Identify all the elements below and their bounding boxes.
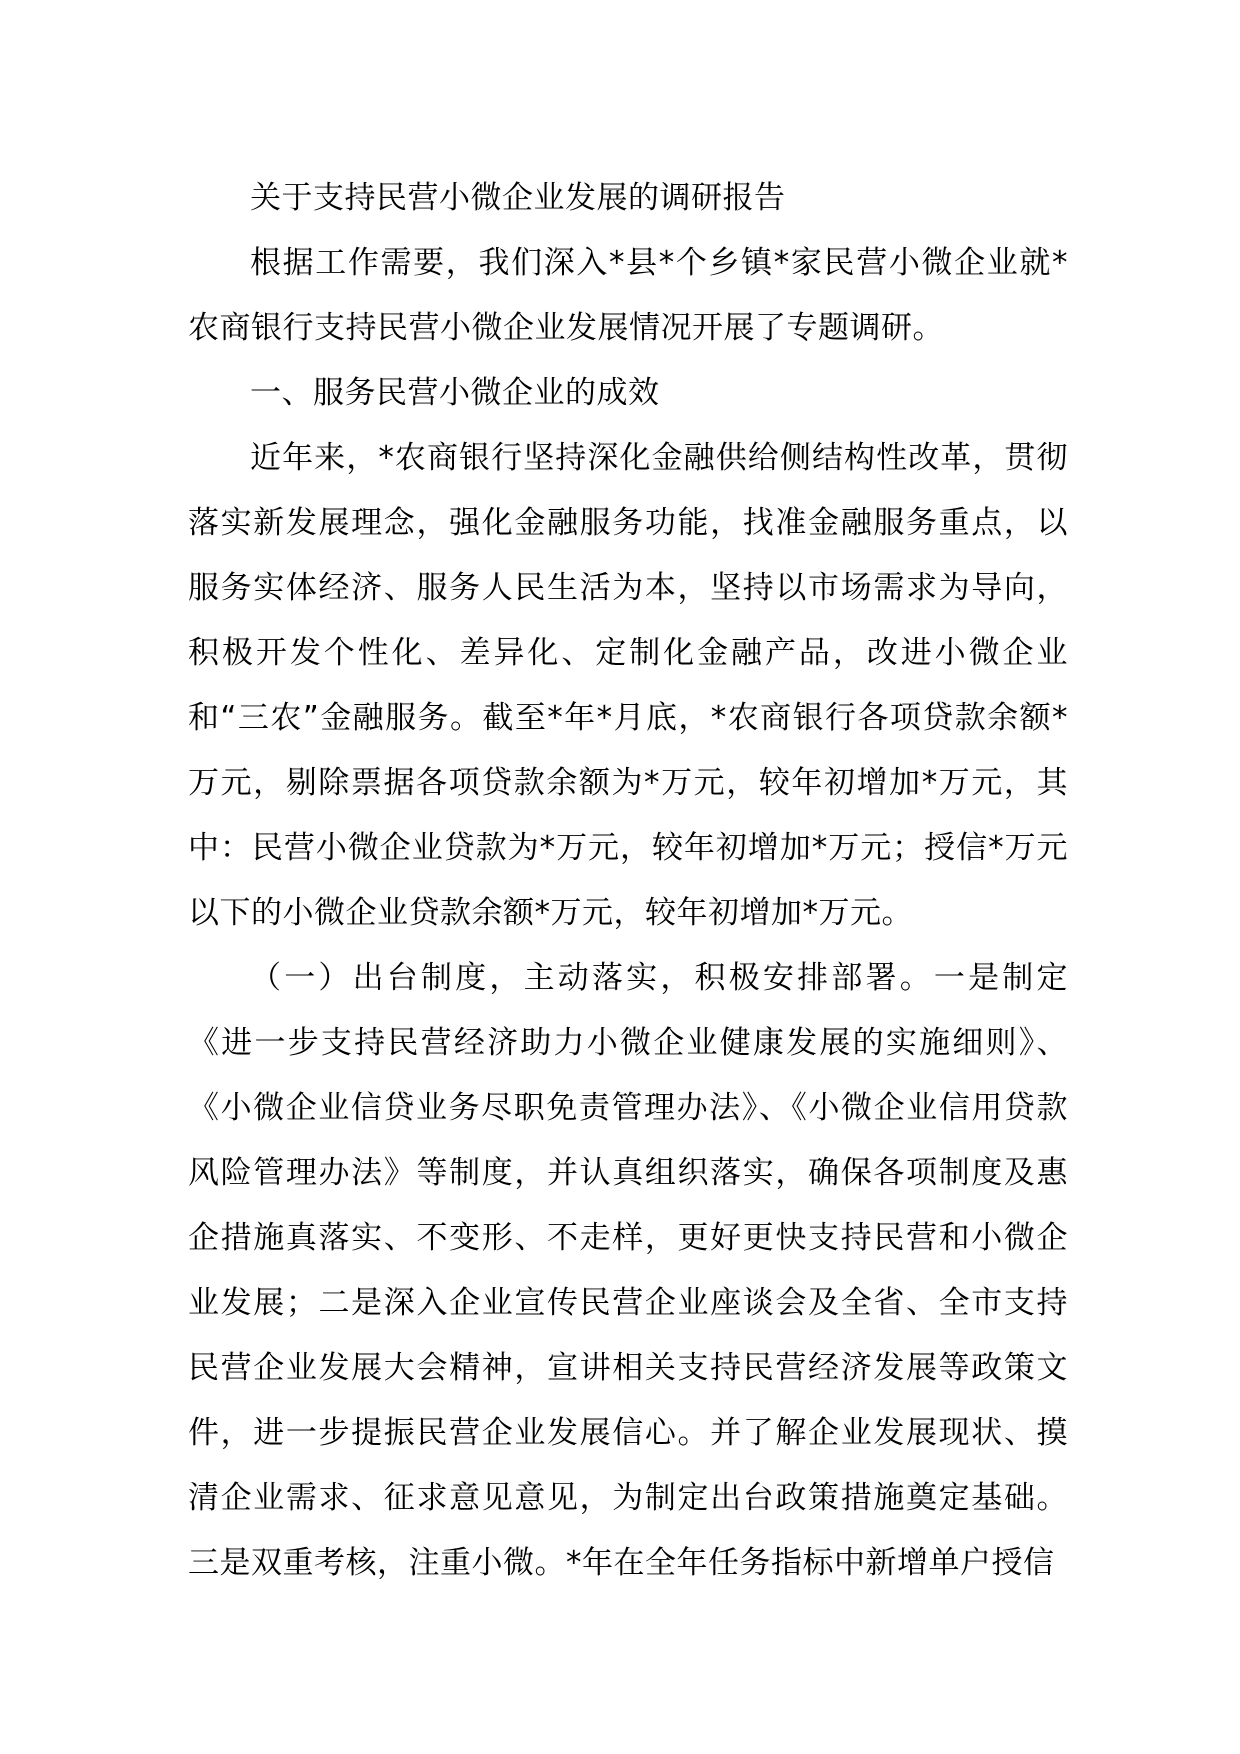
- subsection-1-paragraph: （一）出台制度，主动落实，积极安排部署。一是制定《进一步支持民营经济助力小微企业健康发展的实施细则》、《小微企业信贷业务尽职免责管理办法》、《小微企业信用贷款风险管理办法》等制度，并认真组织落实，确保各项制度及惠企措施真落实、不变形、不走样，更好更快支持民营和小微企业发展；二是深入企业宣传民营企业座谈会及全省、全市支持民营企业发展大会精神，宣讲相关支持民营经济发展等政策文件，进一步提振民营企业发展信心。并了解企业发展现状、摸清企业需求、征求意见意见，为制定出台政策措施奠定基础。三是双重考核，注重小微。*年在全年任务指标中新增单户授信: [188, 960, 1068, 1581]
- report-title: 关于支持民营小微企业发展的调研报告: [250, 180, 786, 216]
- intro-paragraph: 根据工作需要，我们深入*县*个乡镇*家民营小微企业就*农商银行支持民营小微企业发展情况开展了专题调研。: [188, 245, 1068, 346]
- section-1-paragraph: 近年来，*农商银行坚持深化金融供给侧结构性改革，贯彻落实新发展理念，强化金融服务功能，找准金融服务重点，以服务实体经济、服务人民生活为本，坚持以市场需求为导向，积极开发个性化、差异化、定制化金融产品，改进小微企业和“三农”金融服务。截至*年*月底，*农商银行各项贷款余额*万元，剔除票据各项贷款余额为*万元，较年初增加*万元，其中：民营小微企业贷款为*万元，较年初增加*万元；授信*万元以下的小微企业贷款余额*万元，较年初增加*万元。: [188, 440, 1068, 931]
- section-heading-1: 一、服务民营小微企业的成效: [250, 375, 660, 411]
- document-body: [188, 166, 1068, 1596]
